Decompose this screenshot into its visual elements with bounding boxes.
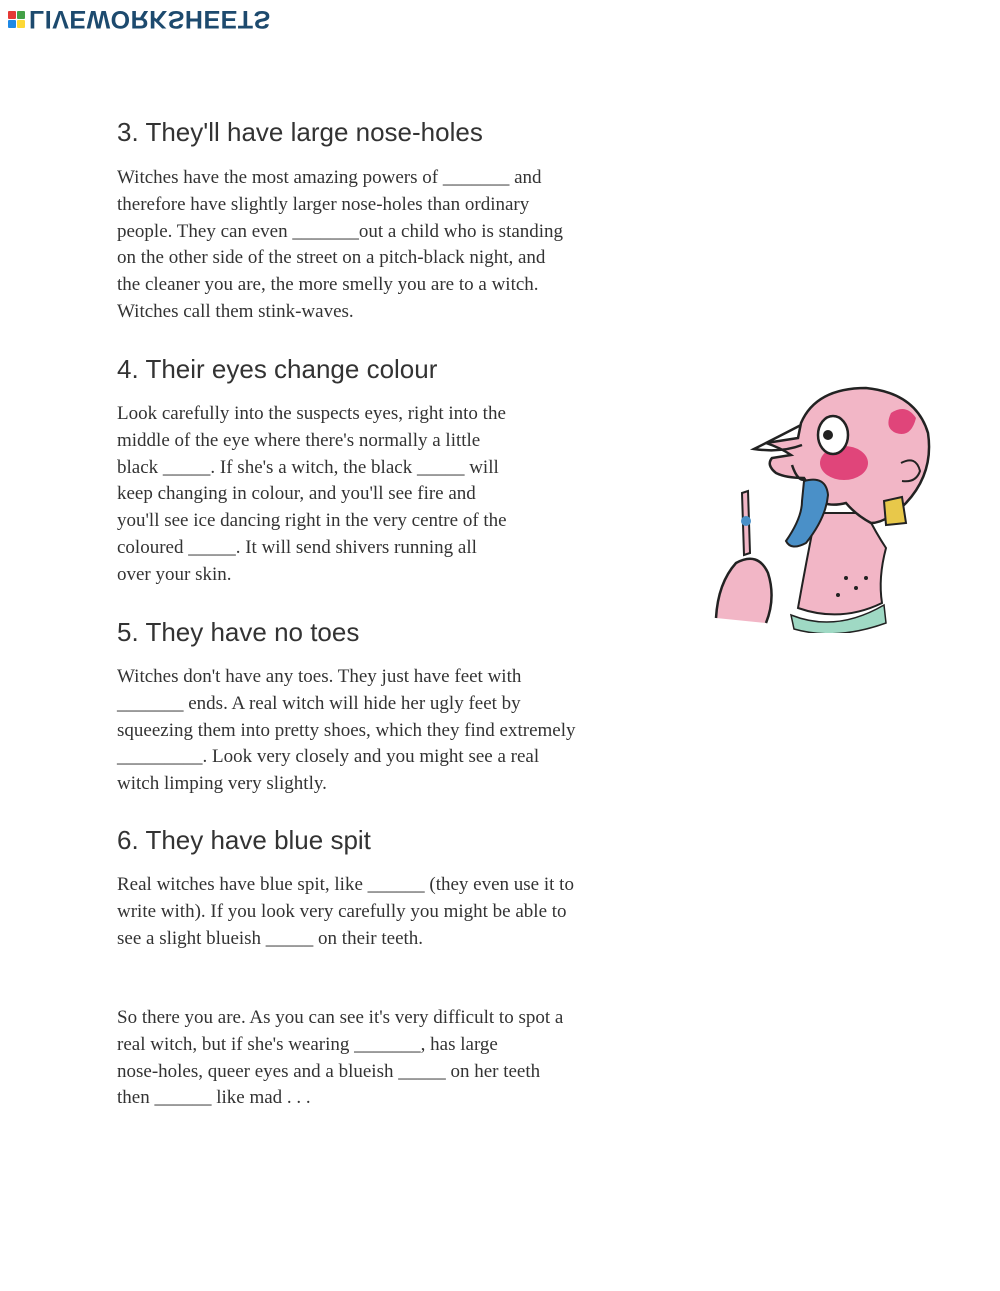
earring-shape xyxy=(884,497,906,525)
paragraph-line: Witches call them stink-waves. xyxy=(117,300,354,322)
paragraph-line: people. They can even _______out a child who is standing xyxy=(117,220,564,242)
paragraph-line: you'll see ice dancing right in the very centre of the xyxy=(117,510,507,532)
section-5-paragraph xyxy=(117,664,576,798)
paragraph-line: see a slight blueish _____ on their teeth. xyxy=(117,927,424,949)
section-4-paragraph xyxy=(117,401,507,589)
paragraph-line: Look carefully into the suspects eyes, right into the xyxy=(117,403,506,424)
paragraph-line: nose-holes, queer eyes and a blueish _____ on her teeth xyxy=(117,1060,541,1082)
liveworksheets-logo xyxy=(8,6,271,32)
paragraph-line: black _____. If she's a witch, the black _____ will xyxy=(117,456,499,478)
paragraph-line: middle of the eye where there's normally a little xyxy=(117,429,481,451)
paragraph-line: _______ ends. A real witch will hide her ugly feet by xyxy=(117,692,521,714)
logo-block-yellow xyxy=(17,20,25,28)
paragraph-line: So there you are. As you can see it's very difficult to spot a xyxy=(117,1007,564,1028)
section-3-paragraph xyxy=(117,165,563,326)
section-5-heading: 5. They have no toes xyxy=(117,617,360,647)
paragraph-line: keep changing in colour, and you'll see fire and xyxy=(117,483,476,505)
paragraph-line: squeezing them into pretty shoes, which they find extremely xyxy=(117,719,576,741)
paragraph-line: Witches have the most amazing powers of _______ and xyxy=(117,167,542,188)
logo-text: LIVEWORKSHEETS xyxy=(29,5,271,33)
paragraph-line: the cleaner you are, the more smelly you are to a witch. xyxy=(117,274,539,296)
paragraph-line: on the other side of the street on a pitch-black night, and xyxy=(117,247,546,269)
chest-dot xyxy=(864,576,868,580)
pen-band xyxy=(741,516,751,526)
section-4-heading: 4. Their eyes change colour xyxy=(117,354,438,384)
chest-dot xyxy=(836,593,840,597)
logo-block-green xyxy=(17,11,25,19)
paragraph-line: _________. Look very closely and you might see a real xyxy=(117,746,540,768)
logo-block-red xyxy=(8,11,16,19)
conclusion-paragraph xyxy=(117,1005,563,1112)
section-3-heading: 3. They'll have large nose-holes xyxy=(117,117,483,147)
eye-pupil xyxy=(823,430,833,440)
paragraph-line: coloured _____. It will send shivers running all xyxy=(117,536,477,558)
chest-dot xyxy=(844,576,848,580)
logo-blocks-icon xyxy=(8,11,25,28)
chest-dot xyxy=(854,586,858,590)
paragraph-line: write with). If you look very carefully you might be able to xyxy=(117,900,567,922)
section-6-paragraph xyxy=(117,872,574,952)
paragraph-line: real witch, but if she's wearing _______, has large xyxy=(117,1033,498,1055)
section-6-heading: 6. They have blue spit xyxy=(117,825,371,855)
paragraph-line: then ______ like mad . . . xyxy=(117,1087,311,1109)
paragraph-line: Witches don't have any toes. They just have feet with xyxy=(117,666,522,687)
paragraph-line: Real witches have blue spit, like ______ (they even use it to xyxy=(117,874,574,895)
logo-block-blue xyxy=(8,20,16,28)
hand-shape xyxy=(716,559,772,623)
paragraph-line: witch limping very slightly. xyxy=(117,773,327,795)
paragraph-line: therefore have slightly larger nose-holes than ordinary xyxy=(117,193,530,215)
witch-licking-pen-illustration xyxy=(706,383,936,633)
paragraph-line: over your skin. xyxy=(117,563,232,585)
